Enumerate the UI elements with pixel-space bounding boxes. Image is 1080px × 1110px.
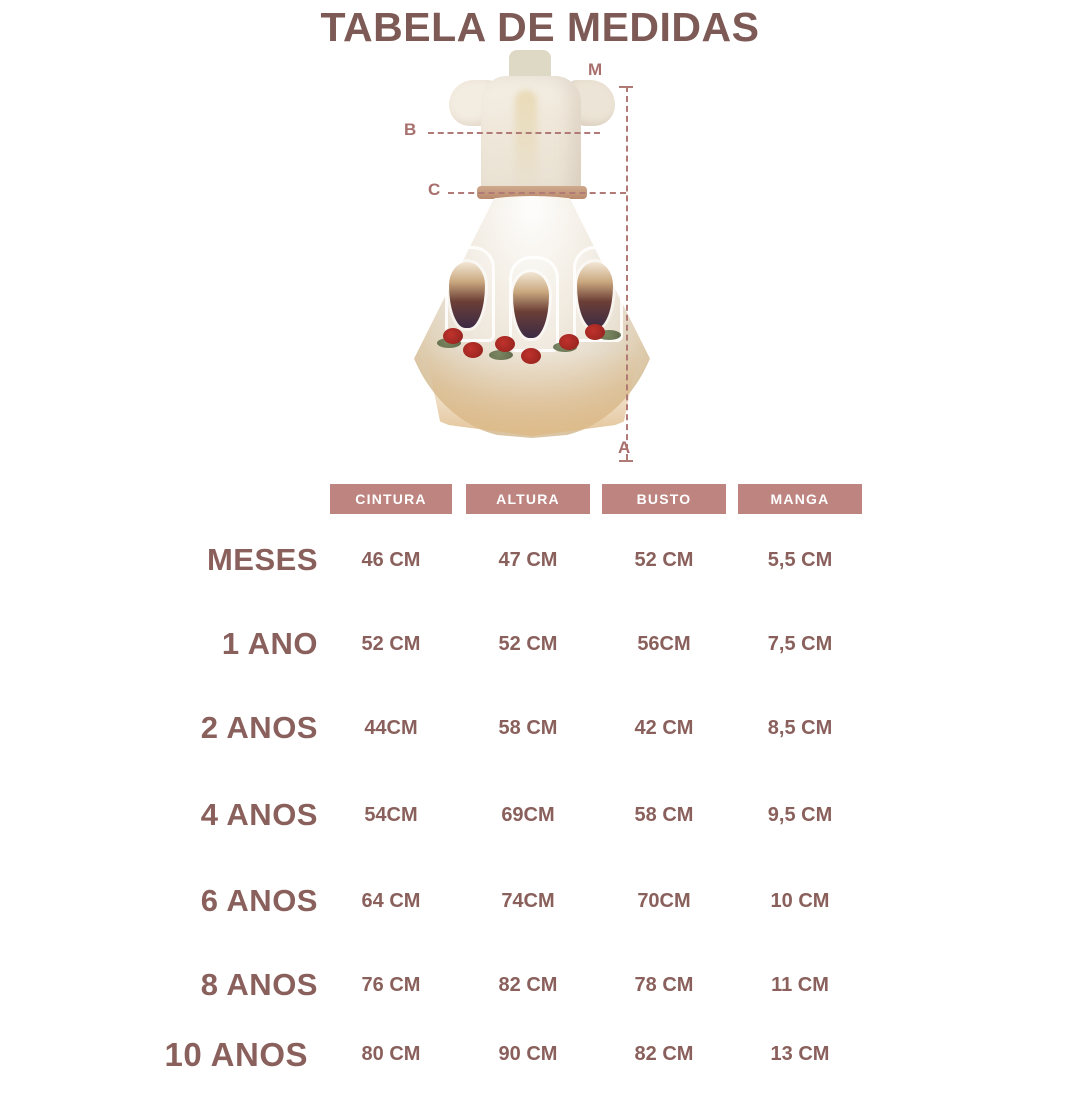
cell-busto: 56CM	[637, 633, 691, 655]
row-size-label: 4 ANOS	[200, 797, 318, 832]
waist-guide-line	[448, 192, 626, 194]
page-title: TABELA DE MEDIDAS	[320, 4, 760, 50]
column-header-manga: MANGA	[738, 484, 862, 514]
cell-manga: 8,5 CM	[767, 717, 833, 739]
cell-busto: 70CM	[637, 890, 691, 912]
waist-guide-label: C	[428, 180, 441, 199]
bust-guide-line	[428, 132, 600, 134]
dress-figure	[385, 50, 675, 450]
table-row	[0, 787, 1080, 871]
row-size-label: 2 ANOS	[200, 710, 318, 745]
column-header-busto: BUSTO	[602, 484, 726, 514]
table-row	[0, 1026, 1080, 1110]
row-size-label: 8 ANOS	[200, 967, 318, 1002]
cell-busto: 52 CM	[634, 549, 694, 571]
cell-busto: 82 CM	[634, 1043, 694, 1065]
skirt-print-rose	[521, 348, 541, 364]
length-guide-top-tick	[619, 86, 633, 88]
cell-altura: 82 CM	[498, 974, 558, 996]
row-size-label: 10 ANOS	[164, 1036, 308, 1073]
row-size-label: 6 ANOS	[200, 883, 318, 918]
table-row	[0, 532, 1080, 616]
cell-cintura: 54CM	[364, 804, 418, 826]
column-header-altura: ALTURA	[466, 484, 590, 514]
cell-altura: 90 CM	[498, 1043, 558, 1065]
row-size-label: 1 ANO	[221, 626, 318, 661]
cell-altura: 52 CM	[498, 633, 558, 655]
column-header-cintura: CINTURA	[330, 484, 452, 514]
cell-busto: 58 CM	[634, 804, 694, 826]
cell-cintura: 52 CM	[361, 633, 421, 655]
bodice-shading	[515, 90, 537, 185]
skirt-print-rose	[495, 336, 515, 352]
cell-manga: 7,5 CM	[767, 633, 833, 655]
table-row	[0, 616, 1080, 700]
skirt-print-rose	[585, 324, 605, 340]
bust-guide-label: B	[404, 120, 417, 139]
cell-manga: 11 CM	[771, 974, 829, 996]
cell-cintura: 76 CM	[361, 974, 421, 996]
cell-altura: 74CM	[501, 890, 555, 912]
skirt-print-rose	[463, 342, 483, 358]
table-header-row	[0, 484, 1080, 514]
row-size-label: MESES	[206, 542, 318, 577]
cell-altura: 47 CM	[498, 549, 558, 571]
skirt-print-rose	[559, 334, 579, 350]
cell-busto: 78 CM	[634, 974, 694, 996]
length-guide-bottom-tick	[619, 460, 633, 462]
length-guide-line	[626, 86, 628, 460]
table-row	[0, 873, 1080, 957]
cell-cintura: 64 CM	[361, 890, 421, 912]
cell-cintura: 80 CM	[361, 1043, 421, 1065]
cell-manga: 13 CM	[770, 1043, 830, 1065]
sleeve-guide-label: M	[588, 60, 603, 79]
cell-manga: 10 CM	[770, 890, 830, 912]
length-guide-label: A	[618, 438, 631, 457]
cell-altura: 58 CM	[498, 717, 558, 739]
cell-busto: 42 CM	[634, 717, 694, 739]
table-row	[0, 700, 1080, 784]
cell-manga: 5,5 CM	[767, 549, 833, 571]
cell-altura: 69CM	[501, 804, 555, 826]
skirt-print-rose	[443, 328, 463, 344]
cell-manga: 9,5 CM	[767, 804, 833, 826]
cell-cintura: 44CM	[364, 717, 418, 739]
dress-illustration	[330, 50, 750, 460]
cell-cintura: 46 CM	[361, 549, 421, 571]
